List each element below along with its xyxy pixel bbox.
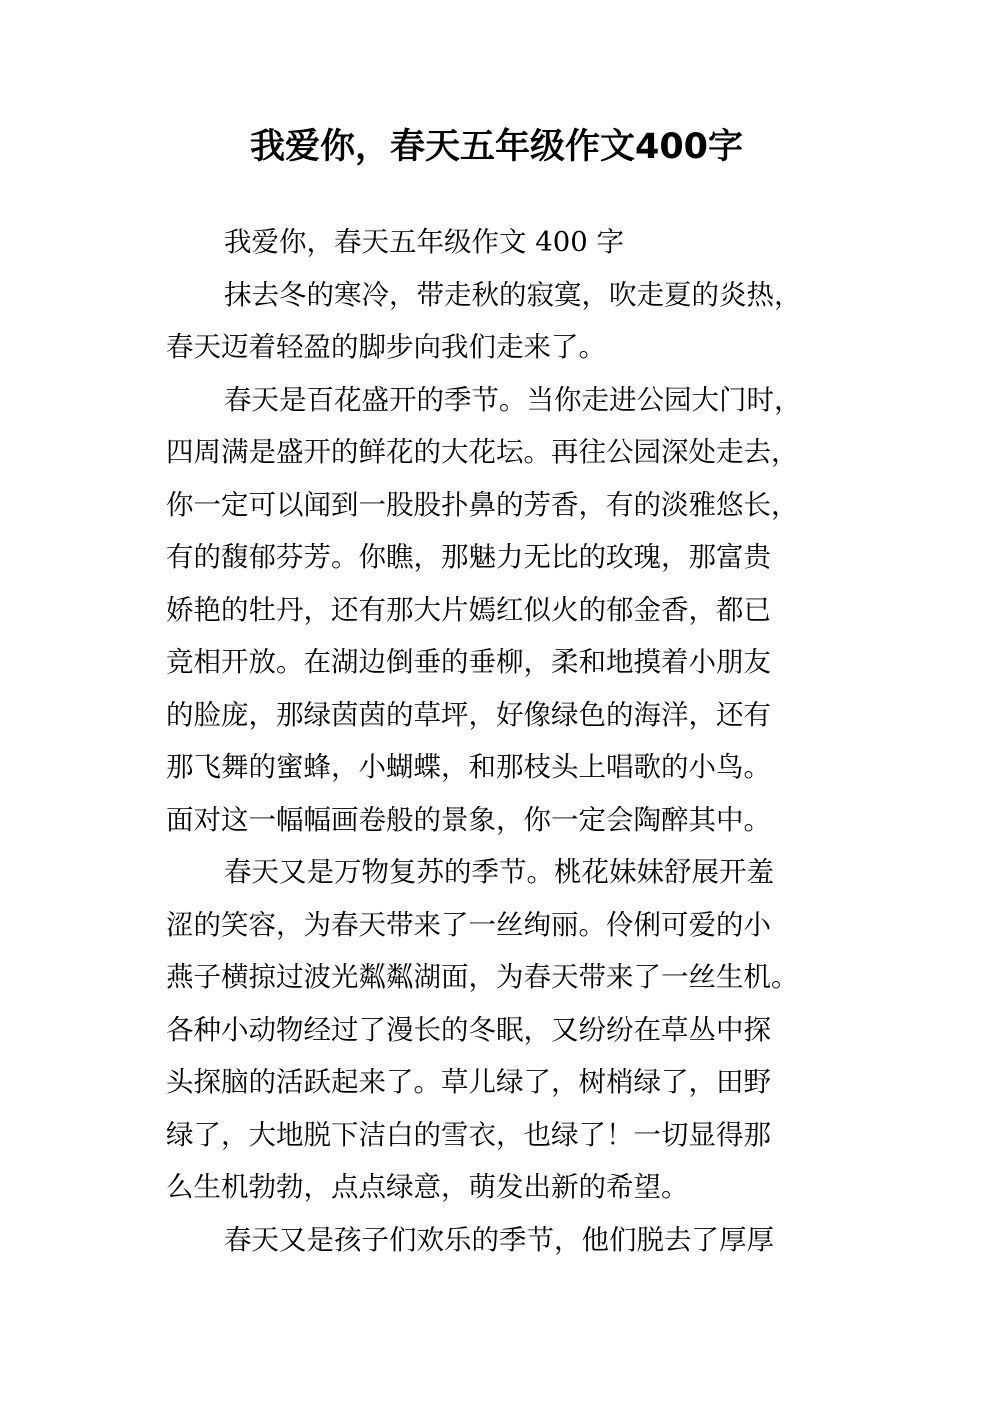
body-line: 娇艳的牡丹，还有那大片嫣红似火的郁金香，都已 xyxy=(166,593,771,626)
body-line: 我爱你，春天五年级作文 400 字 xyxy=(224,226,624,258)
body-line: 春天又是万物复苏的季节。桃花妹妹舒展开羞 xyxy=(224,856,774,888)
document-title: 我爱你，春天五年级作文400字 xyxy=(249,127,744,167)
body-line: 么生机勃勃，点点绿意，萌发出新的希望。 xyxy=(166,1171,689,1203)
body-line: 各种小动物经过了漫长的冬眠，又纷纷在草丛中探 xyxy=(166,1013,771,1046)
body-line: 面对这一幅幅画卷般的景象，你一定会陶醉其中。 xyxy=(166,803,771,836)
body-line: 涩的笑容，为春天带来了一丝绚丽。伶俐可爱的小 xyxy=(166,908,771,941)
body-line: 绿了，大地脱下洁白的雪衣，也绿了！一切显得那 xyxy=(166,1118,771,1151)
body-line: 你一定可以闻到一股股扑鼻的芳香，有的淡雅悠长， xyxy=(166,488,799,521)
body-line: 那飞舞的蜜蜂，小蝴蝶，和那枝头上唱歌的小鸟。 xyxy=(166,751,771,783)
body-line: 有的馥郁芬芳。你瞧，那魅力无比的玫瑰，那富贵 xyxy=(166,541,771,573)
body-line: 春天迈着轻盈的脚步向我们走来了。 xyxy=(166,331,606,363)
body-line: 抹去冬的寒冷，带走秋的寂寞，吹走夏的炎热， xyxy=(224,278,802,311)
document-body xyxy=(166,216,846,1266)
body-line: 春天是百花盛开的季节。当你走进公园大门时， xyxy=(224,383,802,416)
body-line: 燕子横掠过波光粼粼湖面，为春天带来了一丝生机。 xyxy=(166,961,799,993)
body-line: 四周满是盛开的鲜花的大花坛。再往公园深处走去， xyxy=(166,436,799,468)
body-line: 的脸庞，那绿茵茵的草坪，好像绿色的海洋，还有 xyxy=(166,698,771,731)
body-line: 竞相开放。在湖边倒垂的垂柳，柔和地摸着小朋友 xyxy=(166,646,771,678)
body-line: 春天又是孩子们欢乐的季节，他们脱去了厚厚 xyxy=(224,1223,774,1256)
body-line: 头探脑的活跃起来了。草儿绿了，树梢绿了，田野 xyxy=(166,1066,771,1098)
